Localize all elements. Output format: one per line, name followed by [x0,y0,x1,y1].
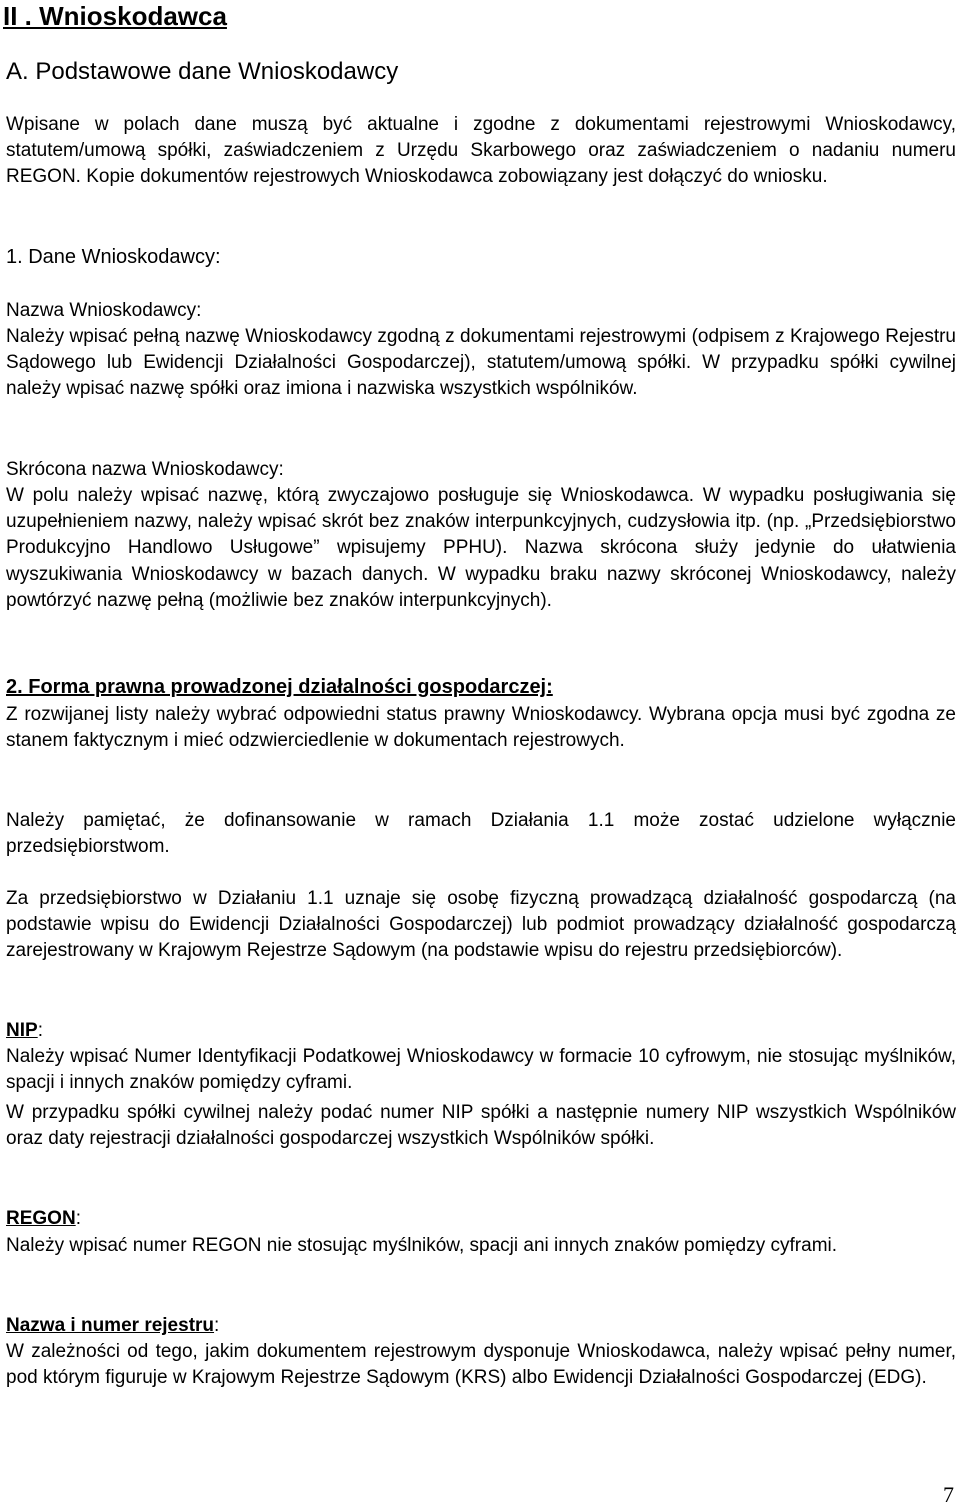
regon-label: REGON [6,1208,76,1229]
section-title: II . Wnioskodawca [3,1,227,31]
subsection-title: A. Podstawowe dane Wnioskodawcy [6,58,399,85]
section-2-paragraph-3: Za przedsiębiorstwo w Działaniu 1.1 uznaje się osobę fizyczną prowadzącą działalność gospodarczą (na podstawie wpisu do Ewidencji Działalności Gospodarczej) lub podmiot prowadzący działalność gospodarczą zarejestrowany w Krajowym Rejestrze Sądowym (na podstawie wpisu do rejestru przedsiębiorców). [6,888,956,962]
field-label-full-name: Nazwa Wnioskodawcy: [6,300,202,321]
page-number: 7 [943,1482,954,1507]
nip-label: NIP [6,1020,38,1041]
section-1-title: 1. Dane Wnioskodawcy: [6,246,221,268]
registry-heading [6,1313,956,1339]
section-2-paragraph-1: Z rozwijanej listy należy wybrać odpowiedni status prawny Wnioskodawcy. Wybrana opcja musi być zgodna ze stanem faktycznym i mieć odzwierciedlenie w dokumentach rejestrowych. [6,704,956,752]
nip-paragraph-1: Należy wpisać Numer Identyfikacji Podatkowej Wnioskodawcy w formacie 10 cyfrowym, nie stosując myślników, spacji i innych znaków pomiędzy cyframi. [6,1046,956,1094]
registry-description: W zależności od tego, jakim dokumentem rejestrowym dysponuje Wnioskodawca, należy wpisać pełny numer, pod którym figuruje w Krajowym Rejestrze Sądowym (KRS) albo Ewidencji Działalności Gospodarczej (EDG). [6,1341,956,1389]
nip-colon: : [37,1020,43,1041]
regon-heading [6,1206,956,1232]
field-description-full-name: Należy wpisać pełną nazwę Wnioskodawcy zgodną z dokumentami rejestrowymi (odpisem z Krajowego Rejestru Sądowego lub Ewidencji Działalności Gospodarczej), statutem/umową spółki. W przypadku spółki cywilnej należy wpisać nazwę spółki oraz imiona i nazwiska wszystkich wspólników. [6,326,956,400]
regon-colon: : [75,1208,81,1229]
registry-colon: : [214,1315,220,1336]
nip-heading [6,1018,956,1044]
regon-description: Należy wpisać numer REGON nie stosując myślników, spacji ani innych znaków pomiędzy cyframi. [6,1235,838,1256]
registry-label: Nazwa i numer rejestru [6,1315,215,1336]
nip-paragraph-2: W przypadku spółki cywilnej należy podać numer NIP spółki a następnie numery NIP wszystkich Wspólników oraz daty rejestracji działalności gospodarczej wszystkich Wspólników spółki. [6,1102,956,1150]
intro-paragraph: Wpisane w polach dane muszą być aktualne i zgodne z dokumentami rejestrowymi Wnioskodawcy, statutem/umową spółki, zaświadczeniem z Urzędu Skarbowego oraz zaświadczeniem o nadaniu numeru REGON. Kopie dokumentów rejestrowych Wnioskodawca zobowiązany jest dołączyć do wniosku. [6,114,956,188]
section-2-title: 2. Forma prawna prowadzonej działalności gospodarczej: [6,676,553,698]
section-2-paragraph-2: Należy pamiętać, że dofinansowanie w ramach Działania 1.1 może zostać udzielone wyłącznie przedsiębiorstwom. [6,810,956,858]
field-description-short-name: W polu należy wpisać nazwę, którą zwyczajowo posługuje się Wnioskodawca. W wypadku posługiwania się uzupełnieniem nazwy, należy wpisać skrót bez znaków interpunkcyjnych, cudzysłowia itp. (np. „Przedsiębiorstwo Produkcyjno Handlowo Usługowe” wpisujemy PPHU). Nazwa skrócona służy jedynie do ułatwienia wyszukiwania Wnioskodawcy w bazach danych. W wypadku braku nazwy skróconej Wnioskodawcy, należy powtórzyć nazwę pełną (możliwie bez znaków interpunkcyjnych). [6,485,956,611]
field-label-short-name: Skrócona nazwa Wnioskodawcy: [6,459,284,480]
